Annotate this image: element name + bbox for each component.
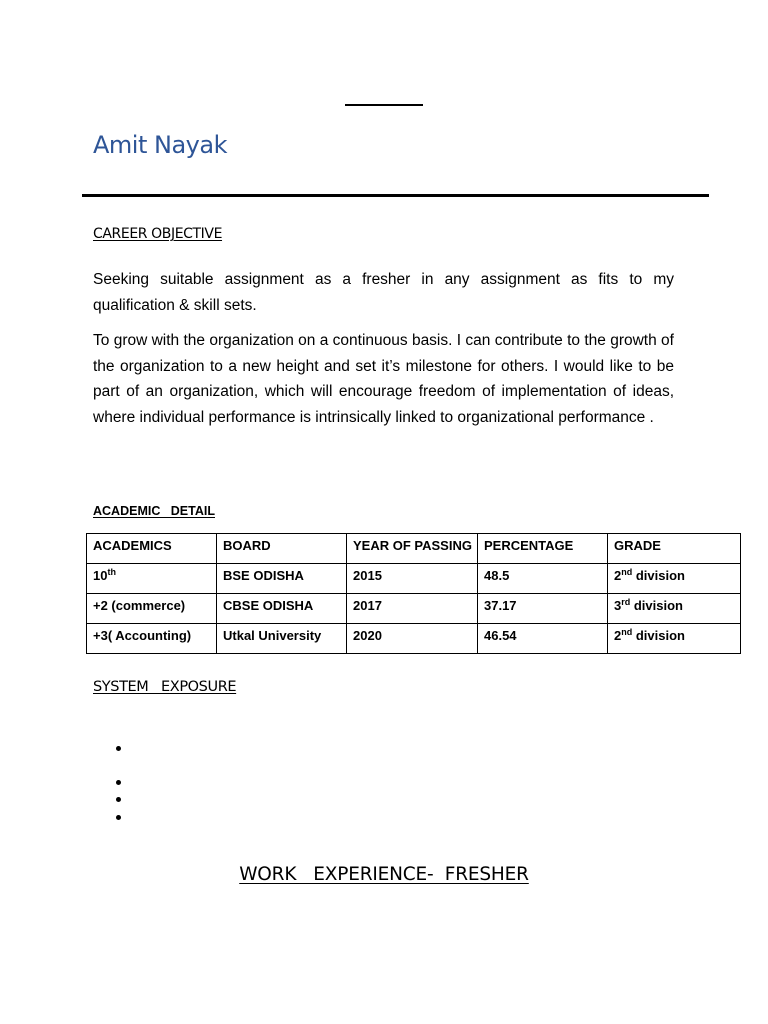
bullet-icon	[116, 797, 121, 802]
table-row	[87, 624, 741, 654]
work-experience-heading: WORK EXPERIENCE- FRESHER	[239, 864, 529, 885]
cell-academics: 10th	[87, 564, 217, 594]
cell-board: CBSE ODISHA	[217, 594, 347, 624]
system-exposure-heading: SYSTEM EXPOSURE	[93, 679, 237, 695]
column-header-year: YEAR OF PASSING	[347, 534, 478, 564]
academic-detail-heading: ACADEMIC DETAIL	[93, 504, 215, 518]
academic-table-header-row	[87, 534, 741, 564]
cell-grade: 3rd division	[608, 594, 741, 624]
candidate-name: Amit Nayak	[93, 131, 227, 159]
top-short-rule	[345, 104, 423, 106]
cell-grade: 2nd division	[608, 624, 741, 654]
column-header-board: BOARD	[217, 534, 347, 564]
cell-academics: +2 (commerce)	[87, 594, 217, 624]
cell-year: 2015	[347, 564, 478, 594]
cell-percentage: 37.17	[478, 594, 608, 624]
cell-academics: +3( Accounting)	[87, 624, 217, 654]
bullet-icon	[116, 780, 121, 785]
bullet-icon	[116, 746, 121, 751]
career-objective-paragraph-2: To grow with the organization on a continuous basis. I can contribute to the growth of the organization to a new height and set it’s milestone for others. I would like to be part of an organization, which will encourage freedom of implementation of ideas, where individual performance is intrinsically linked to organizational performance .	[93, 332, 674, 426]
cell-percentage: 46.54	[478, 624, 608, 654]
table-row	[87, 564, 741, 594]
cell-percentage: 48.5	[478, 564, 608, 594]
cell-board: BSE ODISHA	[217, 564, 347, 594]
career-objective-heading: CAREER OBJECTIVE	[93, 226, 223, 242]
cell-grade: 2nd division	[608, 564, 741, 594]
cell-year: 2020	[347, 624, 478, 654]
header-divider	[82, 194, 709, 197]
bullet-icon	[116, 815, 121, 820]
cell-board: Utkal University	[217, 624, 347, 654]
column-header-academics: ACADEMICS	[87, 534, 217, 564]
column-header-percentage: PERCENTAGE	[478, 534, 608, 564]
career-objective-paragraph-1: Seeking suitable assignment as a fresher in any assignment as fits to my qualification & skill sets.	[93, 271, 674, 314]
column-header-grade: GRADE	[608, 534, 741, 564]
cell-year: 2017	[347, 594, 478, 624]
academic-table	[86, 533, 741, 654]
table-row	[87, 594, 741, 624]
